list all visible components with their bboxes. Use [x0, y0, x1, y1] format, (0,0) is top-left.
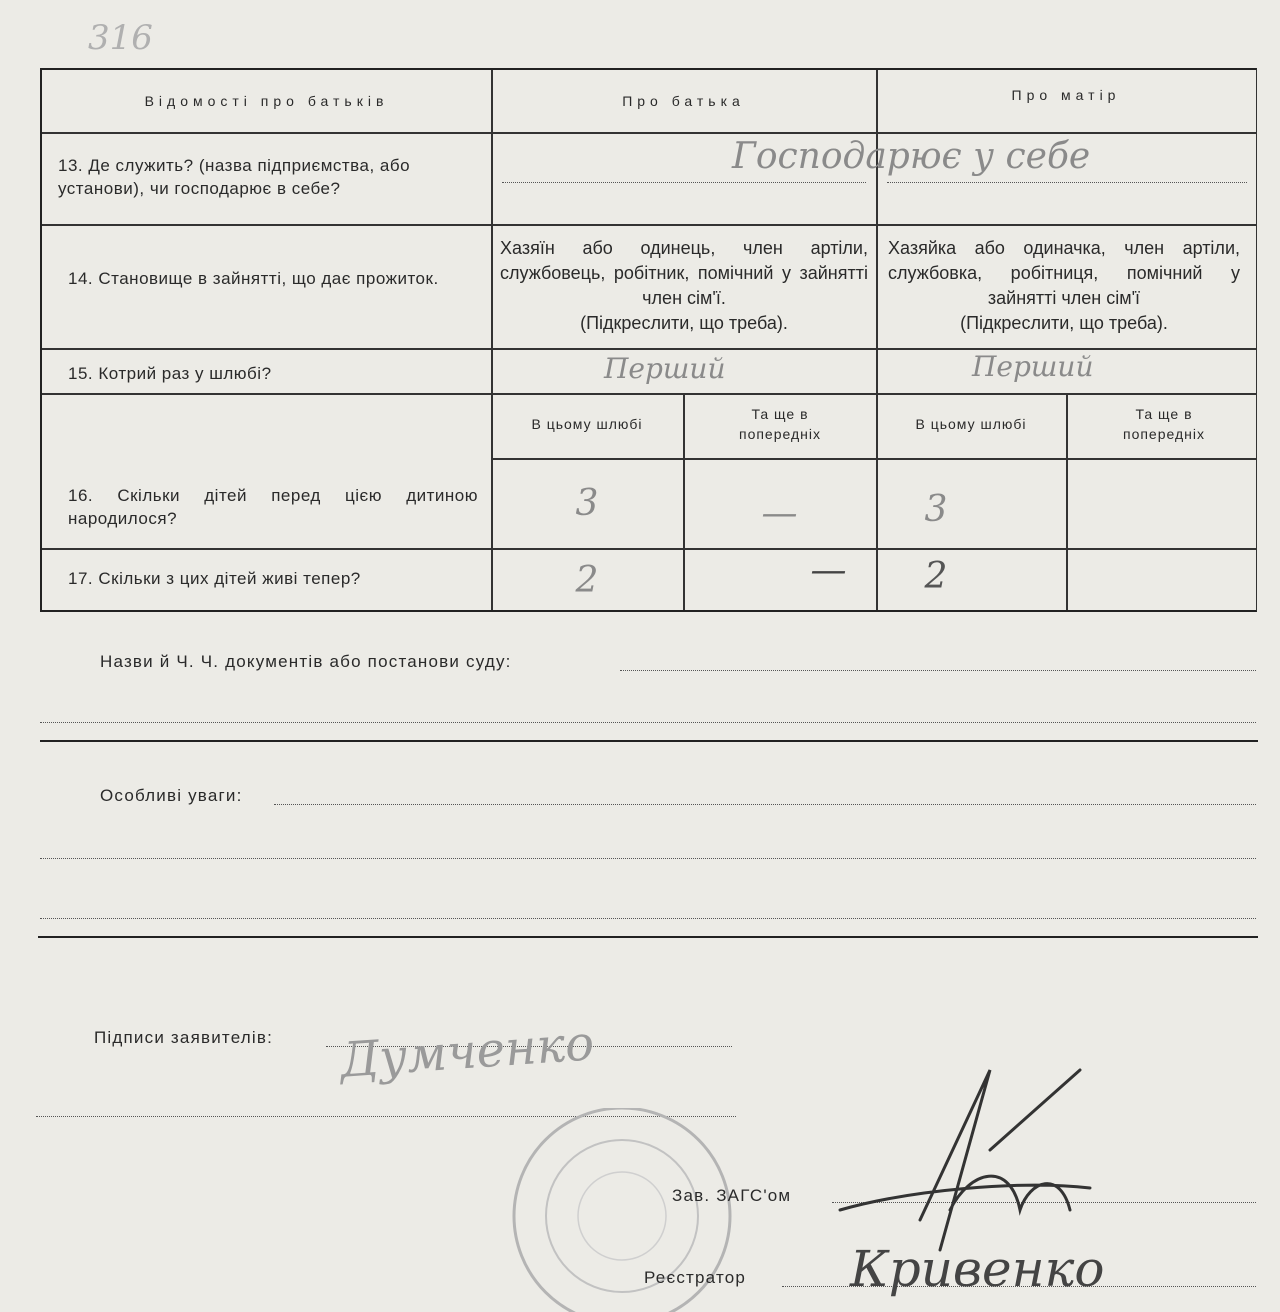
row17-mother-previous [1066, 550, 1256, 610]
row15-mother-answer: Перший [972, 350, 1094, 383]
row17-father-current: 2 [575, 559, 599, 601]
registrar-label: Реєстратор [644, 1268, 747, 1287]
documents-label: Назви й Ч. Ч. документів або постанови суду: [100, 652, 512, 671]
subheader-father-previous: Та ще в попередніх [738, 406, 821, 442]
documents-line [40, 722, 1256, 723]
row14-question: 14. Становище в зайнятті, що дає прожиток. [68, 269, 439, 288]
row14-mother-note: (Підкреслити, що треба). [960, 313, 1168, 333]
row15-question: 15. Котрий раз у шлюбі? [68, 364, 272, 383]
head-label: Зав. ЗАГС'ом [672, 1186, 792, 1205]
header-mother-column: Про матір [1011, 87, 1121, 103]
row16-question: 16. Скільки дітей перед цією дитиною народилося? [68, 486, 478, 528]
section-divider [38, 936, 1258, 938]
subheader-mother-previous: Та ще в попередніх [1122, 406, 1205, 442]
header-father-column: Про батька [622, 93, 745, 109]
subheader-father-current: В цьому шлюбі [531, 416, 643, 432]
row17-question: 17. Скільки з цих дітей живі тепер? [68, 569, 361, 588]
row17-father-previous: — [810, 549, 847, 591]
row16-father-current: 3 [575, 482, 599, 524]
row13-answer: Господарює у себе [732, 136, 1091, 177]
section-divider [40, 740, 1258, 742]
row17-mother-current: 2 [924, 555, 948, 597]
parents-table [40, 68, 1257, 612]
row16-mother-current: 3 [924, 488, 948, 530]
remarks-label: Особливі уваги: [100, 786, 243, 805]
archive-number: 316 [88, 18, 153, 58]
remarks-line [40, 858, 1256, 859]
row16-mother-previous [1066, 460, 1256, 546]
remarks-line [274, 804, 1256, 805]
applicant-signature: Думченко [338, 1015, 596, 1089]
registrar-signature: Кривенко [850, 1240, 1105, 1298]
signatures-label: Підписи заявителів: [94, 1028, 274, 1047]
row14-father-cell [500, 236, 868, 336]
documents-line [620, 670, 1256, 671]
head-signature [820, 1060, 1100, 1260]
row13-question: 13. Де служить? (назва підприємства, або установи), чи господарює в себе? [58, 156, 411, 198]
row14-mother-cell [888, 236, 1240, 336]
remarks-line [40, 918, 1256, 919]
row15-father-answer: Перший [604, 352, 726, 385]
header-info-column: Відомості про батьків [144, 93, 389, 109]
row14-father-note: (Підкреслити, що треба). [580, 313, 788, 333]
row16-father-previous: — [761, 492, 798, 534]
row14-mother-options: Хазяйка або одиначка, член артіли, службовка, робітниця, помічний у зайнятті член сім'ї [888, 238, 1240, 308]
subheader-mother-current: В цьому шлюбі [915, 416, 1027, 432]
row14-father-options: Хазяїн або одинець, член артіли, службовець, робітник, помічний у зайнятті член сім'ї. [500, 238, 868, 308]
